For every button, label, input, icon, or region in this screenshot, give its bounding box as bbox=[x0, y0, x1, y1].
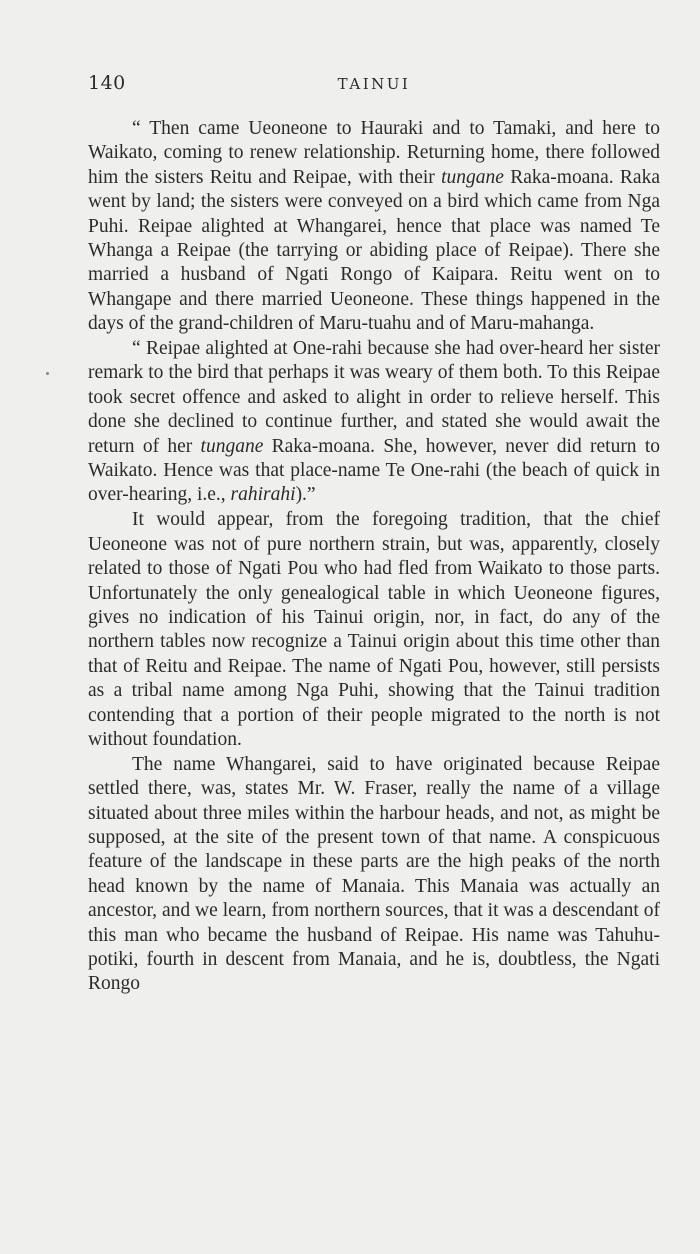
text-run: Raka-moana. She, however, never did return to Waikato. Hence was that place-name Te One-rahi (the beach of quick in over-hearing, i.e., bbox=[88, 435, 661, 506]
paragraph bbox=[88, 337, 660, 508]
paragraph bbox=[88, 753, 660, 997]
paragraph bbox=[88, 508, 660, 752]
print-speck bbox=[46, 372, 49, 375]
text-run: Raka-moana. Raka went by land; the sisters were conveyed on a bird which came from Nga Puhi. Reipae alighted at Whangarei, hence that place was named Te Whanga a Reipae (the tarrying or abiding place of Reipae). There she married a husband of Ngati Rongo of Kaipara. Reitu went on to Whangape and there married Ueoneone. These things happened in the days of the grand-children of Maru-tuahu and of Maru-mahanga. bbox=[88, 166, 660, 335]
page-number: 140 bbox=[88, 72, 126, 94]
running-head: TAINUI bbox=[337, 75, 411, 93]
paragraph bbox=[88, 117, 660, 337]
italic-term: tungane bbox=[200, 435, 264, 457]
italic-term: rahirahi bbox=[230, 484, 296, 506]
body-text bbox=[88, 117, 660, 997]
text-run: It would appear, from the foregoing tradition, that the chief Ueoneone was not of pure northern strain, but was, apparently, closely related to those of Ngati Pou who had fled from Waikato to those parts. Unfortunately the only genealogical table in which Ueoneone figures, gives no indication of his Tainui origin, nor, in fact, do any of the northern tables now recognize a Tainui origin about this time other than that of Reitu and Reipae. The name of Ngati Pou, however, still persists as a tribal name among Nga Puhi, showing that the Tainui tradition contending that a portion of their people migrated to the north is not without foundation. bbox=[88, 509, 660, 750]
text-run: ).” bbox=[295, 484, 316, 506]
italic-term: tungane bbox=[441, 166, 504, 188]
text-run: “ Then came Ueoneone to Hauraki and to Tamaki, and here to Waikato, coming to renew relationship. Returning home, there followed him the sisters Reitu and Reipae, with their bbox=[88, 118, 660, 188]
text-run: The name Whangarei, said to have originated because Reipae settled there, was, states Mr. W. Fraser, really the name of a village situated about three miles within the harbour heads, and not, as might be supposed, at the site of the present town of that name. A conspicuous feature of the landscape in these parts are the high peaks of the north head known by the name of Manaia. This Manaia was actually an ancestor, and we learn, from northern sources, that it was a descendant of this man who became the husband of Reipae. His name was Tahuhu-potiki, fourth in descent from Manaia, and he is, doubtless, the Ngati Rongo bbox=[88, 753, 660, 995]
text-run: “ Reipae alighted at One-rahi because she had over-heard her sister remark to the bird that perhaps it was weary of them both. To this Reipae took secret offence and asked to alight in order to relieve herself. This done she declined to continue further, and stated she would await the return of her bbox=[88, 338, 660, 457]
page-header bbox=[88, 72, 660, 96]
